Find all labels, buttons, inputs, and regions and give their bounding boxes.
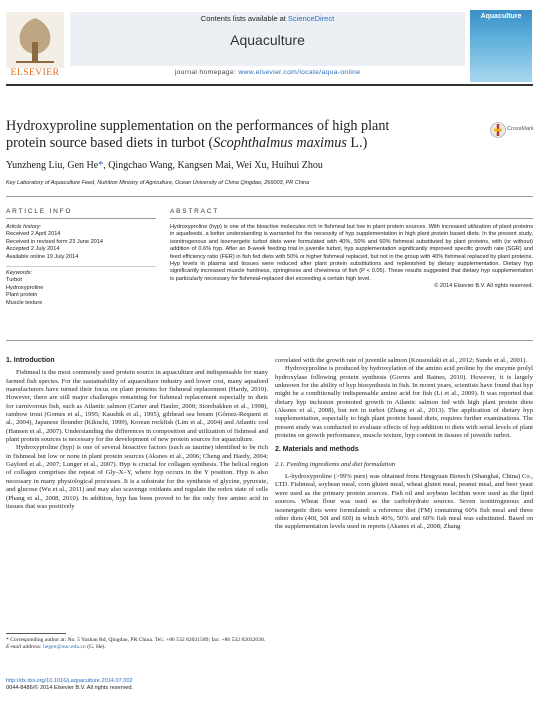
journal-title: Aquaculture <box>230 32 305 48</box>
author-email-link[interactable]: hegen@ouc.edu.cn <box>43 644 86 650</box>
crossmark-label[interactable]: CrossMark <box>507 126 534 132</box>
keywords: Keywords: Turbot Hydroxyproline Plant protein Muscle texture <box>6 270 44 306</box>
methods-paragraph-1: L-hydroxyproline (>99% pure) was obtained from Hengyuan Biotech (Shanghai, China) Co., LTD. Fishmeal, soybean meal, corn gluten meal, wheat gluten meal, peanut meal, and beer yeast were used as the primary protein sources. Fish oil and soybean lecithin were used as the lipid sources. Wheat flour was used as the carbohydrate sources. Seven isonitrogenous and isoenergetic diets were formulated: a reference diet (FM) containing 60% fish meal and three other diets (40I, 50I and 60I) in which 40%, 50% and 60% fish meal was substituted. Based on the supplementation levels used in reports (Aksnes et al., 2008; Zhang <box>275 473 533 531</box>
intro-paragraph-2: Hydroxyproline (hyp) is one of several bioactive factors (such as taurine) identified to be rich in fishmeal but low or none in plant protein sources (Aksnes et al., 2006; Cheng and Hardy, 2004; Gaylord et al., 2007; Lunger et al., 2007). Hyp is crucial for collagen synthesis. The helical region of collagen comprises the repeat of Gly–X–Y, where hyp occurs in the Y position. Hyp is also necessary in many physiological processes. It is a substrate for the synthesis of glycine, pyruvate, and glucose (Wu et al., 2011) and may also scavenge oxidants and regulate the redox state of cells (Phang et al., 2008, 2010). In addition, hyp has been proved to be the only free amino acid in tissues that was positively <box>6 444 268 510</box>
contents-line: Contents lists available at ScienceDirect <box>200 14 335 23</box>
section-methods-heading: 2. Materials and methods <box>275 446 359 454</box>
footnote: * Corresponding author at: No. 5 Yushan Rd, Qingdao, PR China. Tel.: +86 532 82031589; fax: +86 532 82032038. E-mail address: hegen@ouc.edu.cn (G. He). <box>6 637 266 650</box>
intro-paragraph-3: correlated with the growth rate of juvenile salmon (Kousoulaki et al., 2012; Sunde et al., 2001). <box>275 357 527 364</box>
abstract-text: Hydroxyproline (hyp) is one of the bioactive molecules rich in fishmeal but low in plant protein sources. With increased utilization of plant proteins in aquafeeds, a better understanding is warranted for the necessity of hyp supplementation in high plant protein based diets. In the present study, isonitrogenous and isoenergetic turbot diets were formulated with 40%, 50% and 60% fishmeal substituted by plant proteins, with (or without) addition of 0.6% hyp. After an 8-week feeding trial in juvenile turbot, hyp supplementation significantly improved specific growth rate (SGR) and feed efficiency ratio (FER) in fish fed diets with 50% or higher fishmeal replaced, but not in the group with 40% fishmeal replaced by plant proteins. Hyp levels in plasma and tissues were reduced after plant protein substitutions and replenished by dietary supplementation. Dietary hyp significantly increased muscle hardness, springiness and chewiness of fish (P < 0.05). These results suggested that dietary hyp supplementation is particularly necessary for fishmeal-replaced diet exceeding a certain high level. © 2014 Elsevier B.V. All rights reserved. <box>170 224 533 290</box>
abstract-copyright: © 2014 Elsevier B.V. All rights reserved. <box>434 283 533 290</box>
intro-paragraph-4: Hydroxyproline is produced by hydroxylation of the amino acid proline by the enzyme prolyl hydroxylase following protein synthesis (Gorres and Raines, 2010). However, it is largely unknown for the ability of hyp biosynthesis in fish. In recent years, scientists have found that hyp might be a conditionally indispensable amino acid for fish (Li et al., 2009). It was reported that dietary hyp inclusion promoted growth in Atlantic salmon fed with high plant protein diets (Aksnes et al., 2008), but not in turbot (Zhang et al., 2013). The application of dietary hyp supplementation, especially to high plant protein based diets, requires further examinations. The present study was conducted to evaluate effects of hyp addition to diets with serial levels of plant proteins on growth performance, muscle texture, hyp content in tissues of juvenile turbot. <box>275 365 533 440</box>
cover-title: Aquaculture <box>480 13 522 20</box>
sciencedirect-link[interactable]: ScienceDirect <box>287 14 335 23</box>
footnote-rule <box>6 633 66 634</box>
info-rule <box>6 218 156 219</box>
article-info-header: ARTICLE INFO <box>6 208 73 215</box>
intro-paragraph-1: Fishmeal is the most commonly used protein source in aquaculture and indispensable for many farmed fish species. For the sustainability of aquaculture industry and lower cost, many aquafeed manufacturers have turned their focus on plant proteins for fishmeal replacement (Hardy, 2010). However, there are still major challenges remaining for fishmeal replacement especially in diets for carnivorous fish, such as Atlantic salmon (Carter and Hauler, 2000; Storebakken et al., 1998), rainbow trout (Gomes et al., 1995; Kaushik et al., 1995), gilthead sea bream (Gómez-Requeni et al., 2004), Japanese flounder (Kikuchi, 1999), Korean rockfish (Lim et al., 2004) and Atlantic cod (Hansen et al., 2007). Understanding the differences in composition and utilization of fishmeal and plant protein sources is necessary for the development of new protein sources for aquaculture. <box>6 369 268 444</box>
doi-link[interactable]: http://dx.doi.org/10.1016/j.aquaculture.2014.07.002 <box>6 678 133 684</box>
keywords-rule <box>6 266 156 267</box>
authors-rule <box>6 196 533 197</box>
journal-homepage: journal homepage: www.elsevier.com/locate/aqua-online <box>174 69 361 76</box>
corresponding-author-mark[interactable]: * <box>98 160 104 171</box>
affiliation: Key Laboratory of Aquaculture Feed, Nutrition Ministry of Agriculture, Ocean University of China Qingdao, 266003, PR China <box>6 180 310 186</box>
abstract-rule <box>170 218 533 219</box>
subsection-feeding-heading: 2.1. Feeding ingredients and diet formulation <box>275 460 396 468</box>
crossmark-icon[interactable] <box>490 122 506 138</box>
abstract-header: ABSTRACT <box>170 208 220 215</box>
abstract-bottom-rule <box>6 340 533 341</box>
article-identifiers <box>6 678 133 692</box>
section-introduction-heading: 1. Introduction <box>6 357 55 364</box>
article-title: Hydroxyproline supplementation on the performances of high plant protein source based diets in turbot (Scophthalmus maximus L.) <box>6 118 390 151</box>
article-history: Article history: Received 2 April 2014 Received in revised form 23 June 2014 Accepted 2 July 2014 Available online 19 July 2014 <box>6 224 104 260</box>
homepage-link[interactable]: www.elsevier.com/locate/aqua-online <box>238 69 361 76</box>
authors: Yunzheng Liu, Gen He*, Qingchao Wang, Kangsen Mai, Wei Xu, Huihui Zhou <box>6 160 323 171</box>
publisher-name: ELSEVIER <box>10 68 60 78</box>
left-column <box>6 357 268 511</box>
issn-line: 0044-8486/© 2014 Elsevier B.V. All rights reserved. <box>6 685 134 691</box>
header-rule <box>6 84 533 86</box>
journal-cover-image <box>470 10 532 82</box>
right-column <box>275 357 533 532</box>
